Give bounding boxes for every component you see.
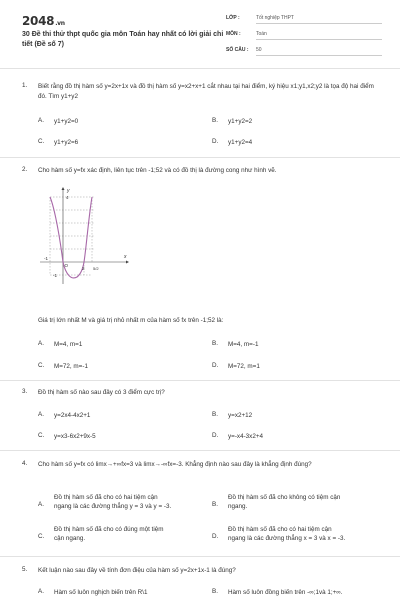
meta-row-subject xyxy=(226,28,382,41)
option-line: ngang. xyxy=(228,503,248,510)
option-text[interactable]: y=2x4-4x2+1 xyxy=(54,412,91,419)
option-text[interactable]: M=4, m=1 xyxy=(54,341,83,348)
question-text: Biết rằng đồ thị hàm số y=2x+1x và đồ thị hàm số y=x2+x+1 cắt nhau tại hai điểm, ký hiệu x1;y1,x2;y2 là tọa độ hai điểm đó. Tìm y1+y2 xyxy=(38,83,374,100)
option-line: ngang là các đường thẳng x = 3 và x = -3. xyxy=(228,535,346,542)
option-text[interactable]: M=4, m=-1 xyxy=(228,341,259,348)
question-text: Cho hàm số y=fx có limx→+∞fx=3 và limx→-∞fx=-3. Khẳng định nào sau đây là khẳng định đúng? xyxy=(38,461,312,468)
function-graph xyxy=(36,184,132,288)
site-logo[interactable] xyxy=(22,14,65,28)
option-letter[interactable]: A. xyxy=(38,588,44,595)
meta-value: Tốt nghiệp THPT xyxy=(256,14,382,24)
option-line: cận ngang. xyxy=(54,535,86,542)
option-text[interactable] xyxy=(54,525,204,543)
origin-label: O xyxy=(64,263,69,268)
question-number: 3. xyxy=(22,388,28,395)
divider xyxy=(0,68,400,69)
option-text[interactable] xyxy=(228,525,388,543)
question-subtext: Giá trị lớn nhất M và giá trị nhỏ nhất m của hàm số fx trên -1;52 là: xyxy=(38,317,224,324)
page-title: 30 Đề thi thử thpt quốc gia môn Toán hay nhất có lời giải chi tiết (Đề số 7) xyxy=(22,31,224,48)
option-letter[interactable]: D. xyxy=(212,432,219,439)
option-text[interactable]: M=72, m=-1 xyxy=(54,363,88,370)
y-axis-label: y xyxy=(67,188,70,194)
option-text[interactable]: y1+y2=4 xyxy=(228,139,253,146)
option-letter[interactable]: D. xyxy=(212,533,219,540)
option-letter[interactable]: A. xyxy=(38,340,44,347)
option-line: ngang là các đường thẳng y = 3 và y = -3. xyxy=(54,503,172,510)
tick-label: 5/2 xyxy=(93,266,99,271)
option-text[interactable]: y=-x4-3x2+4 xyxy=(228,433,264,440)
meta-value: 50 xyxy=(256,46,382,56)
question-text: Kết luận nào sau đây về tính đơn điệu của hàm số y=2x+1x-1 là đúng? xyxy=(38,567,236,574)
option-line: Đồ thị hàm số đã cho có hai tiệm cận xyxy=(54,494,158,501)
question-number: 2. xyxy=(22,166,28,173)
question-text: Đồ thị hàm số nào sau đây có 3 điểm cực trị? xyxy=(38,389,165,396)
tick-label: -1 xyxy=(53,273,58,278)
meta-row-class xyxy=(226,12,382,25)
option-letter[interactable]: C. xyxy=(38,533,45,540)
divider xyxy=(0,556,400,557)
option-text[interactable]: Hàm số luôn nghịch biến trên R\1 xyxy=(54,589,148,596)
option-letter[interactable]: D. xyxy=(212,138,219,145)
divider xyxy=(0,157,400,158)
option-text[interactable]: Hàm số luôn đồng biến trên -∞;1và 1;+∞. xyxy=(228,589,343,596)
tick-label: 4 xyxy=(66,195,69,200)
option-line: Đồ thị hàm số đã cho có đúng một tiệm xyxy=(54,526,164,533)
option-letter[interactable]: C. xyxy=(38,432,45,439)
option-text[interactable]: M=72, m=1 xyxy=(228,363,260,370)
divider xyxy=(0,450,400,451)
divider xyxy=(0,380,400,381)
option-letter[interactable]: B. xyxy=(212,117,218,124)
question-number: 1. xyxy=(22,82,28,89)
option-letter[interactable]: A. xyxy=(38,411,44,418)
option-letter[interactable]: A. xyxy=(38,501,44,508)
worksheet-header xyxy=(0,0,400,62)
option-letter[interactable]: C. xyxy=(38,362,45,369)
option-text[interactable]: y1+y2=2 xyxy=(228,118,253,125)
logo-suffix: .vn xyxy=(55,20,65,27)
option-letter[interactable]: B. xyxy=(212,340,218,347)
option-line: Đồ thị hàm số đã cho không có tiệm cận xyxy=(228,494,341,501)
meta-label: MÔN : xyxy=(226,31,241,37)
x-axis-label: x xyxy=(124,254,127,260)
meta-row-count xyxy=(226,44,382,57)
meta-info xyxy=(226,12,382,60)
tick-label: -1 xyxy=(44,256,49,261)
option-letter[interactable]: A. xyxy=(38,117,44,124)
meta-value: Toán xyxy=(256,30,382,40)
option-text[interactable] xyxy=(54,493,204,511)
option-letter[interactable]: B. xyxy=(212,588,218,595)
question-number: 4. xyxy=(22,460,28,467)
meta-label: LỚP : xyxy=(226,15,240,21)
option-letter[interactable]: D. xyxy=(212,362,219,369)
option-text[interactable]: y=x2+12 xyxy=(228,412,253,419)
question-number: 5. xyxy=(22,566,28,573)
option-letter[interactable]: B. xyxy=(212,411,218,418)
option-letter[interactable]: B. xyxy=(212,501,218,508)
option-letter[interactable]: C. xyxy=(38,138,45,145)
option-text[interactable]: y1+y2=6 xyxy=(54,139,79,146)
option-text[interactable]: y1+y2=0 xyxy=(54,118,79,125)
meta-label: SỐ CÂU : xyxy=(226,47,249,53)
logo-main: 2048 xyxy=(22,14,55,28)
option-text[interactable]: y=x3-6x2+9x-5 xyxy=(54,433,96,440)
option-text[interactable] xyxy=(228,493,388,511)
tick-label: 2 xyxy=(82,266,85,271)
question-text: Cho hàm số y=fx xác định, liên tục trên -1;52 và có đồ thị là đường cong như hình vẽ. xyxy=(38,167,277,174)
option-line: Đồ thị hàm số đã cho có hai tiệm cận xyxy=(228,526,332,533)
